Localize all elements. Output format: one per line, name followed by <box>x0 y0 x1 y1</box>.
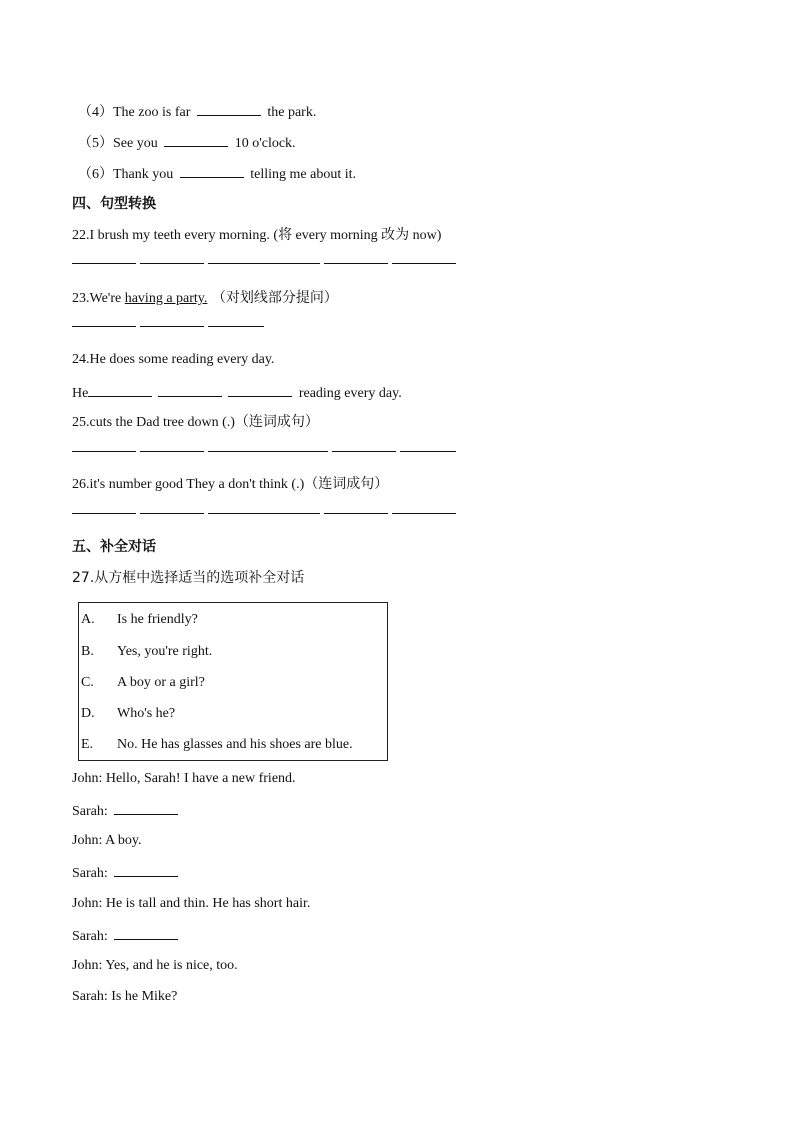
fill-item-6 <box>78 164 356 184</box>
speaker: Sarah: <box>72 804 112 819</box>
dialogue-line <box>72 863 181 883</box>
dialogue-line <box>72 801 181 821</box>
option-text: A boy or a girl? <box>117 675 205 690</box>
option-text: Yes, you're right. <box>117 644 213 659</box>
dialogue-line: John: Yes, and he is nice, too. <box>72 958 238 973</box>
dialogue-line: John: He is tall and thin. He has short hair. <box>72 896 311 911</box>
question-26: 26.it's number good They a don't think (.)（连词成句） <box>72 477 389 492</box>
dialogue-line: Sarah: Is he Mike? <box>72 989 178 1004</box>
answer-blank[interactable] <box>197 102 261 116</box>
question-27 <box>72 569 304 588</box>
dialogue-line: John: Hello, Sarah! I have a new friend. <box>72 771 296 786</box>
question-24: 24.He does some reading every day. <box>72 352 275 367</box>
answer-blank[interactable] <box>180 164 244 178</box>
item-text-after: the park. <box>263 105 317 120</box>
option-letter: C. <box>81 675 94 690</box>
dialogue-line <box>72 926 181 946</box>
item-text-before: The zoo is far <box>113 105 194 120</box>
answer-24 <box>72 383 402 403</box>
question-23-instruction: （对划线部分提问） <box>207 290 338 306</box>
option-letter: B. <box>81 644 94 659</box>
answer-24-start: He <box>72 386 89 401</box>
options-box <box>78 602 388 761</box>
dialogue-line: John: A boy. <box>72 833 142 848</box>
item-number: （6） <box>78 167 113 182</box>
question-25: 25.cuts the Dad tree down (.)（连词成句） <box>72 415 319 430</box>
item-number: （5） <box>78 136 113 151</box>
answer-blank[interactable] <box>114 863 178 877</box>
question-27-text: 27.从方框中选择适当的选项补全对话 <box>72 570 305 586</box>
item-text-after: telling me about it. <box>246 167 357 182</box>
speaker: Sarah: <box>72 866 112 881</box>
answer-blank[interactable] <box>228 383 292 397</box>
answer-blank[interactable] <box>164 133 228 147</box>
option-letter: A. <box>81 612 95 627</box>
option-text: Is he friendly? <box>117 612 198 627</box>
underlined-phrase: having a party. <box>124 291 208 306</box>
speaker: Sarah: <box>72 929 112 944</box>
option-text: No. He has glasses and his shoes are blue. <box>117 737 353 752</box>
answer-blank[interactable] <box>114 926 178 940</box>
question-23-prefix: 23.We're <box>72 291 125 306</box>
section-4-heading: 四、句型转换 <box>72 196 156 212</box>
answer-24-end: reading every day. <box>295 386 402 401</box>
item-text-after: 10 o'clock. <box>231 136 296 151</box>
answer-blank[interactable] <box>114 801 178 815</box>
answer-blank[interactable] <box>88 383 152 397</box>
fill-item-5 <box>78 133 296 153</box>
question-23 <box>72 289 338 308</box>
option-letter: D. <box>81 706 95 721</box>
option-text: Who's he? <box>117 706 176 721</box>
item-text-before: See you <box>113 136 162 151</box>
question-22: 22.I brush my teeth every morning. (将 every morning 改为 now) <box>72 228 442 243</box>
option-letter: E. <box>81 737 94 752</box>
fill-item-4 <box>78 102 316 122</box>
item-text-before: Thank you <box>113 167 177 182</box>
section-5-heading: 五、补全对话 <box>72 539 156 555</box>
item-number: （4） <box>78 105 113 120</box>
answer-blank[interactable] <box>158 383 222 397</box>
